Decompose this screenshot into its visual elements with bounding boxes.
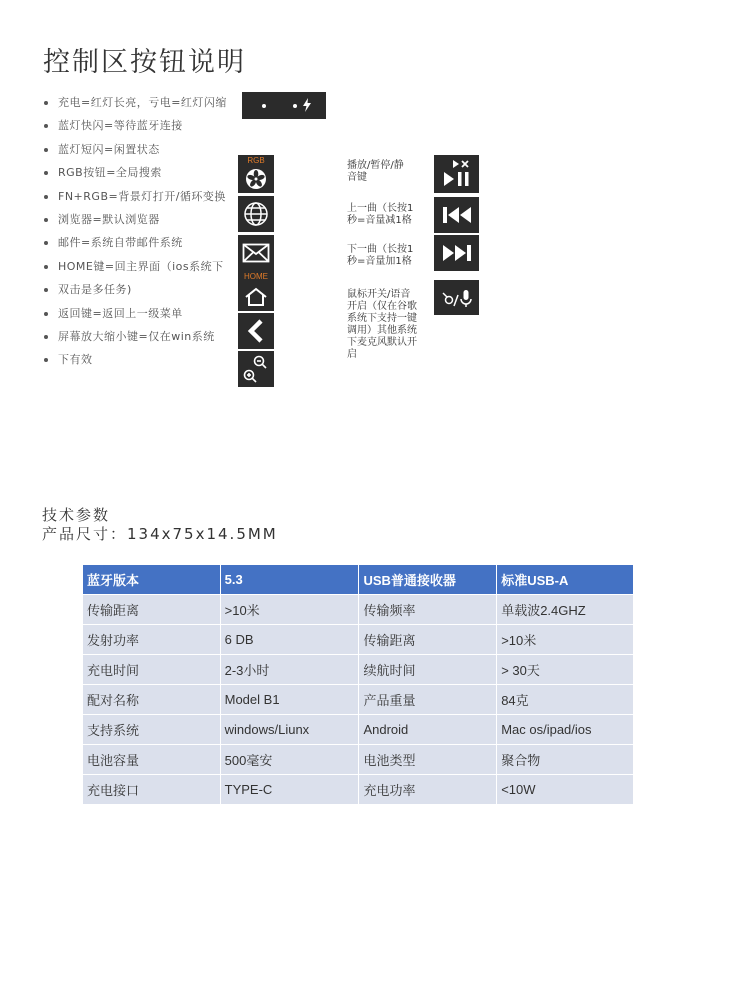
- list-item: 双击是多任务): [44, 282, 227, 305]
- table-row: [83, 715, 634, 745]
- table-cell: 传输距离: [83, 595, 221, 625]
- zoom-icon: [238, 351, 274, 387]
- list-item: RGB按钮=全局搜索: [44, 165, 227, 188]
- table-row: [83, 775, 634, 805]
- rgb-key: RGB: [238, 155, 274, 193]
- mail-key: [238, 235, 274, 271]
- table-row: [83, 745, 634, 775]
- table-cell: 续航时间: [359, 655, 497, 685]
- list-item: HOME键=回主界面（ios系统下: [44, 259, 227, 282]
- table-cell: 电池类型: [359, 745, 497, 775]
- globe-icon: [243, 201, 269, 227]
- table-cell: Android: [359, 715, 497, 745]
- table-cell: > 30天: [497, 655, 634, 685]
- led-indicator-box: [242, 92, 326, 119]
- envelope-icon: [242, 243, 270, 263]
- table-cell: Model B1: [220, 685, 359, 715]
- table-cell: TYPE-C: [220, 775, 359, 805]
- led-dot: [262, 104, 266, 108]
- previous-track-description: 上一曲（长按1 秒=音量减1格: [347, 203, 414, 226]
- table-cell: Mac os/ipad/ios: [497, 715, 634, 745]
- table-header-row: [83, 565, 634, 595]
- home-icon: [244, 287, 268, 307]
- next-track-icon: [441, 244, 473, 262]
- table-cell: 2-3小时: [220, 655, 359, 685]
- specs-section: [42, 506, 278, 544]
- table-cell: 发射功率: [83, 625, 221, 655]
- mouse-voice-key: [434, 280, 479, 315]
- table-cell: >10米: [220, 595, 359, 625]
- list-item: 屏幕放大缩小键=仅在win系统: [44, 329, 227, 352]
- list-item: 充电=红灯长亮，亏电=红灯闪缩: [44, 95, 227, 118]
- next-track-key: [434, 235, 479, 271]
- table-cell: 传输距离: [359, 625, 497, 655]
- table-cell: 聚合物: [497, 745, 634, 775]
- table-cell: 产品重量: [359, 685, 497, 715]
- product-size: 产品尺寸：134x75x14.5MM: [42, 525, 278, 543]
- table-row: [83, 595, 634, 625]
- next-track-description: 下一曲（长按1 秒=音量加1格: [347, 244, 414, 267]
- table-cell: 传输频率: [359, 595, 497, 625]
- table-cell: 充电功率: [359, 775, 497, 805]
- table-cell: 支持系统: [83, 715, 221, 745]
- list-item: 返回键=返回上一级菜单: [44, 306, 227, 329]
- table-cell: 蓝牙版本: [83, 565, 221, 595]
- table-cell: 5.3: [220, 565, 359, 595]
- table-row: [83, 625, 634, 655]
- table-cell: 500毫安: [220, 745, 359, 775]
- home-key: HOME: [238, 271, 274, 311]
- led-dot: [293, 104, 297, 108]
- previous-track-icon: [441, 206, 473, 224]
- table-cell: 充电接口: [83, 775, 221, 805]
- table-cell: 电池容量: [83, 745, 221, 775]
- table-cell: 6 DB: [220, 625, 359, 655]
- lightning-icon: [302, 98, 312, 112]
- browser-key: [238, 196, 274, 232]
- fan-icon: [245, 168, 267, 190]
- specs-heading: 技术参数: [42, 506, 111, 524]
- table-cell: 标准USB-A: [497, 565, 634, 595]
- list-item: 蓝灯快闪=等待蓝牙连接: [44, 118, 227, 141]
- list-item: 下有效: [44, 352, 227, 375]
- table-cell: 84克: [497, 685, 634, 715]
- previous-track-key: [434, 197, 479, 233]
- table-cell: >10米: [497, 625, 634, 655]
- table-cell: USB普通接收器: [359, 565, 497, 595]
- back-arrow-icon: [246, 319, 266, 343]
- table-cell: 配对名称: [83, 685, 221, 715]
- back-key: [238, 313, 274, 349]
- play-pause-mute-icon: [439, 158, 475, 190]
- table-row: [83, 655, 634, 685]
- table-cell: <10W: [497, 775, 634, 805]
- mouse-voice-description: 鼠标开关/语音 开启（仅在谷歌 系统下支持一键 调用）其他系统 下麦克风默认开 启: [347, 289, 417, 360]
- zoom-key: [238, 351, 274, 387]
- mouse-microphone-icon: [439, 286, 475, 310]
- list-item: 浏览器=默认浏览器: [44, 212, 227, 235]
- play-pause-mute-key: [434, 155, 479, 193]
- page-title: 控制区按钮说明: [43, 47, 246, 78]
- list-item: 邮件=系统自带邮件系统: [44, 235, 227, 258]
- play-pause-description: 播放/暂停/静 音键: [347, 160, 404, 183]
- spec-table: [82, 564, 634, 805]
- list-item: FN+RGB=背景灯打开/循环变换: [44, 189, 227, 212]
- feature-list: [44, 95, 227, 376]
- table-cell: windows/Liunx: [220, 715, 359, 745]
- table-cell: 充电时间: [83, 655, 221, 685]
- list-item: 蓝灯短闪=闲置状态: [44, 142, 227, 165]
- table-row: [83, 685, 634, 715]
- table-cell: 单载波2.4GHZ: [497, 595, 634, 625]
